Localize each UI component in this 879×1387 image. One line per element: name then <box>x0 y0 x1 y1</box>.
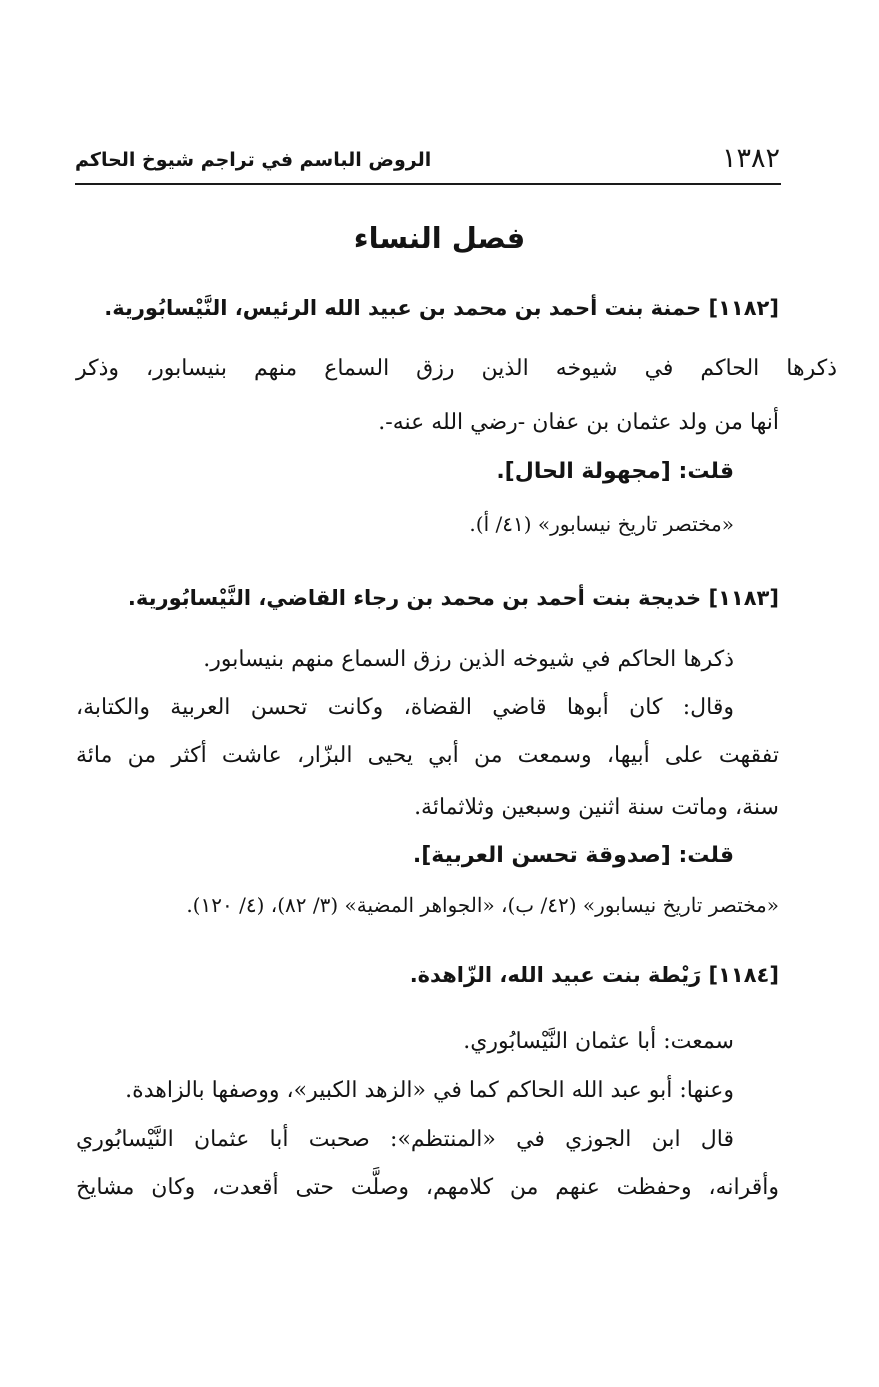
verdict: قلت: [صدوقة تحسن العربية]. <box>412 843 734 868</box>
entry-text-line: وقال: كان أبوها قاضي القضاة، وكانت تحسن العربية والكتابة، <box>76 695 734 720</box>
running-head <box>75 143 780 183</box>
header-rule <box>75 183 781 185</box>
entry-text-line: تفقهت على أبيها، وسمعت من أبي يحيى البزّار، عاشت أكثر من مائة <box>76 743 779 768</box>
entry-text-line: قال ابن الجوزي في «المنتظم»: صحبت أبا عثمان النَّيْسابُوري <box>76 1127 734 1152</box>
source-reference: «مختصر تاريخ نيسابور» (٤٢/ ب)، «الجواهر المضية» (٣/ ٨٢)، (٤/ ١٢٠). <box>186 893 779 917</box>
entry-text-line: أنها من ولد عثمان بن عفان -رضي الله عنه-. <box>378 410 779 435</box>
entry-heading-1183: [١١٨٣] خديجة بنت أحمد بن محمد بن رجاء القاضي، النَّيْسابُورية. <box>127 586 779 610</box>
entry-text-line: ذكرها الحاكم في شيوخه الذين رزق السماع منهم بنيسابور، وذكر <box>76 356 837 381</box>
section-title: فصل النساء <box>353 221 526 255</box>
entry-text-line: ذكرها الحاكم في شيوخه الذين رزق السماع منهم بنيسابور. <box>203 647 734 672</box>
verdict: قلت: [مجهولة الحال]. <box>496 459 734 484</box>
entry-text-line: وأقرانه، وحفظت عنهم من كلامهم، وصلَّت حتى أقعدت، وكان مشايخ <box>76 1175 779 1200</box>
entry-text-line: سنة، وماتت سنة اثنين وسبعين وثلاثمائة. <box>414 795 779 820</box>
page-number: ١٣٨٢ <box>721 143 780 174</box>
entry-text-line: سمعت: أبا عثمان النَّيْسابُوري. <box>463 1029 734 1054</box>
book-title: الروض الباسم في تراجم شيوخ الحاكم <box>75 149 432 171</box>
entry-heading-1184: [١١٨٤] رَيْطة بنت عبيد الله، الزّاهدة. <box>409 963 779 987</box>
source-reference: «مختصر تاريخ نيسابور» (٤١/ أ). <box>469 512 734 536</box>
entry-heading-1182: [١١٨٢] حمنة بنت أحمد بن محمد بن عبيد الله الرئيس، النَّيْسابُورية. <box>104 296 779 320</box>
entry-text-line: وعنها: أبو عبد الله الحاكم كما في «الزهد الكبير»، ووصفها بالزاهدة. <box>125 1078 734 1103</box>
